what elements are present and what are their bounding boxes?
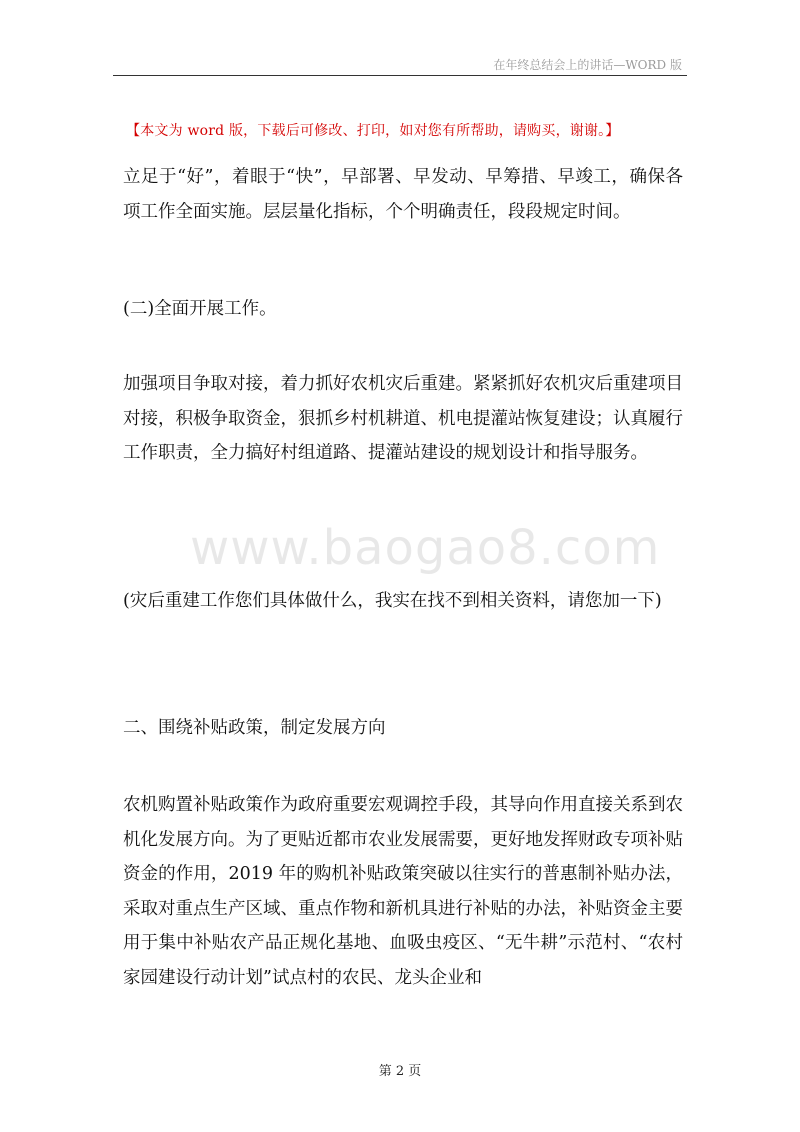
purchase-notice: 【本文为 word 版，下载后可修改、打印，如对您有所帮助，请购买，谢谢。】 (126, 123, 620, 139)
paragraph-4-note: (灾后重建工作您们具体做什么，我实在找不到相关资料，请您加一下) (123, 591, 662, 611)
paragraph-1: 立足于“好”，着眼于“快”，早部署、早发动、早筹措、早竣工，确保各项工作全面实施。层层量化指标，个个明确责任，段段规定时间。 (123, 167, 683, 222)
paragraph-6: 农机购置补贴政策作为政府重要宏观调控手段，其导向作用直接关系到农机化发展方向。为了更贴近都市农业发展需要，更好地发挥财政专项补贴资金的作用，2019 年的购机补贴政策突破以往实行的普惠制补贴办法，采取对重点生产区域、重点作物和新机具进行补贴的办法，补贴资金主要用于集中补贴农产品正规化基地、血吸虫疫区、“无牛耕”示范村、“农村家园建设行动计划”试点村的农民、龙头企业和 (123, 795, 683, 988)
header-divider (113, 75, 687, 76)
paragraph-3: 加强项目争取对接，着力抓好农机灾后重建。紧紧抓好农机灾后重建项目对接，积极争取资金，狠抓乡村机耕道、机电提灌站恢复建设；认真履行工作职责，全力搞好村组道路、提灌站建设的规划设计和指导服务。 (123, 374, 683, 463)
section-heading-2-subsidy: 二、围绕补贴政策，制定发展方向 (123, 718, 386, 738)
site-watermark: www.baogao8.com (190, 520, 661, 576)
page-number: 第 2 页 (378, 1064, 422, 1079)
document-header-title: 在年终总结会上的讲话—WORD 版 (493, 58, 682, 72)
section-heading-2: (二)全面开展工作。 (123, 299, 277, 319)
